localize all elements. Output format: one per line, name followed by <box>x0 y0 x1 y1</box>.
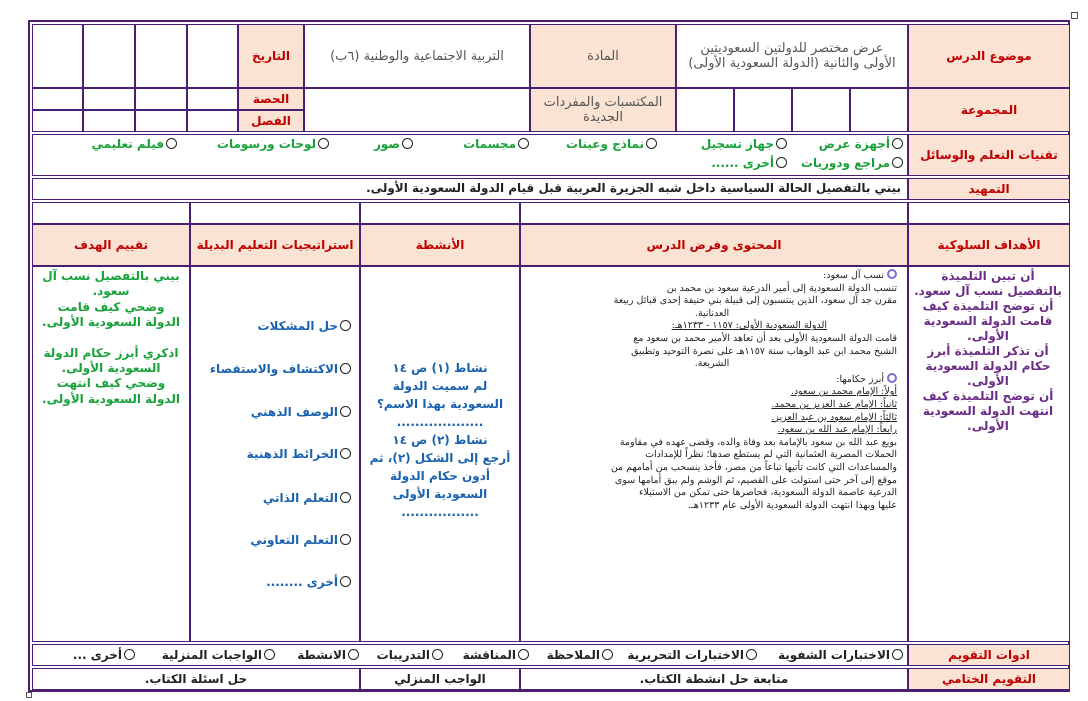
class-label: الفصل <box>238 110 304 132</box>
group-label: المجموعة <box>908 88 1070 132</box>
activity-line: ................. <box>401 505 479 519</box>
assessment-options <box>32 644 908 666</box>
activities-header: الأنشطة <box>360 224 520 266</box>
activity-line: نشاط (٢) ص ١٤ <box>392 433 488 447</box>
new-terms-label: المكتسبات والمفردات الجديدة <box>530 88 676 132</box>
strategy-option[interactable]: الاكتشاف والاستقصاء <box>210 362 351 376</box>
period-cell[interactable] <box>187 88 238 110</box>
content-line: والمساعدات التي كانت تأتيها تباعاً من مصر، فأخذ ينسحب من أمامهم من <box>610 461 897 473</box>
date-label: التاريخ <box>238 24 304 88</box>
tool-option[interactable]: نماذج وعينات <box>566 137 657 151</box>
evaluation-header: تقييم الهدف <box>32 224 190 266</box>
tool-option[interactable]: صور <box>374 137 413 151</box>
objective-line: أن توضح التلميذة كيف <box>922 299 1054 313</box>
content-line: الدرعية عاصمة الدولة السعودية، فحاصرها حتى تمكن من الاستيلاء <box>639 487 897 499</box>
assessment-label: ادوات التقويم <box>908 644 1070 666</box>
assessment-option[interactable]: المناقشة <box>463 648 529 662</box>
tool-option[interactable]: أخرى ...... <box>711 156 787 170</box>
assessment-option[interactable]: الاختبارات التحريرية <box>627 648 757 662</box>
radio-icon[interactable] <box>166 138 177 149</box>
date-cell[interactable] <box>32 24 83 88</box>
period-cell[interactable] <box>32 88 83 110</box>
content-line: قامت الدولة السعودية الأولى بعد أن تعاهد الأمير محمد بن سعود مع <box>633 332 897 344</box>
radio-icon[interactable] <box>602 649 613 660</box>
radio-icon[interactable] <box>348 649 359 660</box>
objective-line: حكام الدولة السعودية <box>925 359 1051 373</box>
group-cell[interactable] <box>792 88 850 132</box>
radio-icon[interactable] <box>518 138 529 149</box>
period-cell[interactable] <box>83 88 135 110</box>
group-cell[interactable] <box>850 88 908 132</box>
strategy-option[interactable]: الخرائط الذهنية <box>247 447 351 461</box>
lesson-topic-label: موضوع الدرس <box>908 24 1070 88</box>
strategy-option[interactable]: أخرى ........ <box>266 575 351 589</box>
tool-option[interactable]: لوحات ورسومات <box>217 137 329 151</box>
evaluation-line: اذكري أبرز حكام الدولة <box>43 345 179 360</box>
radio-icon[interactable] <box>518 649 529 660</box>
strategy-option[interactable]: التعلم الذاتي <box>263 491 351 505</box>
strategy-option[interactable]: التعلم التعاوني <box>250 533 351 547</box>
objective-line: أن تبين التلميذة <box>941 269 1035 283</box>
group-cell[interactable] <box>734 88 792 132</box>
date-cell[interactable] <box>135 24 187 88</box>
evaluation-line: وضحي كيف قامت <box>57 299 165 314</box>
follow-up-text: متابعة حل انشطة الكتاب. <box>520 668 908 690</box>
activity-line: السعودية الأولى <box>392 487 488 501</box>
table-resize-handle-icon[interactable] <box>26 692 32 698</box>
class-cell[interactable] <box>83 110 135 132</box>
radio-icon[interactable] <box>746 649 757 660</box>
blank-cell[interactable] <box>908 202 1070 224</box>
objective-line: أن توضح التلميذة كيف <box>922 389 1054 403</box>
lesson-plan-table <box>28 20 1070 692</box>
strategy-option[interactable]: حل المشكلات <box>257 319 351 333</box>
content-line: الشريعة. <box>694 358 730 370</box>
class-cell[interactable] <box>135 110 187 132</box>
radio-icon[interactable] <box>340 534 351 545</box>
tool-option[interactable]: مراجع ودوريات <box>801 156 903 170</box>
tool-option[interactable]: جهاز تسجيل <box>701 137 787 151</box>
content-section-title: نسب آل سعود: <box>527 269 897 283</box>
tools-label: تقنيات التعلم والوسائل <box>908 134 1070 176</box>
objective-line: الأولى. <box>967 419 1009 433</box>
radio-icon[interactable] <box>646 138 657 149</box>
activity-line: أدون حكام الدولة <box>389 469 491 483</box>
tool-option[interactable]: فيلم تعليمي <box>91 137 177 151</box>
homework-value: حل اسئلة الكتاب. <box>32 668 360 690</box>
assessment-option[interactable]: الانشطة <box>297 648 359 662</box>
intro-label: التمهيد <box>908 178 1070 200</box>
subject-label: المادة <box>530 24 676 88</box>
subject-value: التربية الاجتماعية والوطنية (٦ب) <box>304 24 530 88</box>
strategies-header: استراتيجيات التعليم البديلة <box>190 224 360 266</box>
blank-cell[interactable] <box>32 202 190 224</box>
assessment-option[interactable]: التدريبات <box>377 648 443 662</box>
radio-icon[interactable] <box>318 138 329 149</box>
table-move-handle-icon[interactable] <box>1071 12 1078 19</box>
assessment-option[interactable]: أخرى ... <box>73 648 135 662</box>
radio-icon[interactable] <box>892 157 903 168</box>
objective-line: بالتفصيل نسب آل سعود. <box>914 284 1062 298</box>
radio-icon[interactable] <box>892 138 903 149</box>
content-cell <box>520 266 908 642</box>
content-line: بويع عبد الله بن سعود بالإمامة بعد وفاة والده، وقضى عهده في مقاومة <box>619 436 897 448</box>
blank-cell[interactable] <box>190 202 360 224</box>
blank-cell[interactable] <box>360 202 520 224</box>
final-assessment-label: التقويم الختامي <box>908 668 1070 690</box>
radio-icon[interactable] <box>776 157 787 168</box>
assessment-option[interactable]: الاختبارات الشفوية <box>778 648 903 662</box>
objective-line: الأولى. <box>967 374 1009 388</box>
radio-icon[interactable] <box>402 138 413 149</box>
radio-icon[interactable] <box>432 649 443 660</box>
class-cell[interactable] <box>32 110 83 132</box>
homework-label: الواجب المنزلي <box>360 668 520 690</box>
objective-line: انتهت الدولة السعودية <box>922 404 1054 418</box>
tools-options <box>32 134 908 176</box>
content-line: عليها وبهذا انتهت الدولة السعودية الأولى عام ١٢٣٣هـ. <box>688 499 897 511</box>
ruler-line: ثانياً: الإمام عبد العزيز بن محمد. <box>771 398 897 410</box>
ruler-line: رابعاً: الإمام عبد الله بن سعود. <box>777 424 897 436</box>
content-line: العدنانية. <box>694 307 730 319</box>
strategy-option[interactable]: الوصف الذهني <box>251 405 351 419</box>
activity-line: أرجع إلى الشكل (٢)، ثم <box>369 451 511 465</box>
content-line: تنسب الدولة السعودية إلى أمير الدرعية سعود بن محمد بن <box>666 282 897 294</box>
content-header: المحتوى وفرض الدرس <box>520 224 908 266</box>
assessment-option[interactable]: الواجبات المنزلية <box>162 648 275 662</box>
blank-cell[interactable] <box>520 202 908 224</box>
evaluation-line <box>33 331 189 346</box>
evaluation-line: الدولة السعودية الأولى. <box>42 391 180 406</box>
evaluation-line: بيني بالتفصيل نسب آل <box>42 269 180 283</box>
radio-icon[interactable] <box>892 649 903 660</box>
spiral-bullet-icon <box>887 373 897 383</box>
spiral-bullet-icon <box>887 269 897 279</box>
activity-line: نشاط (١) ص ١٤ <box>392 361 488 375</box>
activity-line: السعودية بهذا الاسم؟ <box>376 397 504 411</box>
period-label: الحصة <box>238 88 304 110</box>
activities-cell <box>360 266 520 642</box>
evaluation-line: السعودية الأولى. <box>61 361 161 376</box>
content-line: مقرن جد آل سعود، الذين ينتسبون إلى قبيلة بني حنيفة إحدى قبائل ربيعة <box>613 295 897 307</box>
date-cell[interactable] <box>187 24 238 88</box>
radio-icon[interactable] <box>776 138 787 149</box>
objective-line: الأولى. <box>967 329 1009 343</box>
objective-line: قامت الدولة السعودية <box>923 314 1053 328</box>
ruler-line: أولاً: الإمام محمد بن سعود. <box>790 386 897 398</box>
evaluation-line: الدولة السعودية الأولى. <box>42 315 180 330</box>
tool-option[interactable]: أجهزة عرض <box>819 137 903 151</box>
tool-option[interactable]: مجسمات <box>463 137 529 151</box>
objective-line: أن تذكر التلميذة أبرز <box>927 344 1049 358</box>
new-terms-value[interactable] <box>304 88 530 132</box>
evaluation-line: وضحي كيف انتهت <box>56 376 166 391</box>
activity-line: ................... <box>396 415 484 429</box>
content-section-title: أبرز حكامها: <box>527 373 897 387</box>
period-cell[interactable] <box>135 88 187 110</box>
radio-icon[interactable] <box>340 320 351 331</box>
radio-icon[interactable] <box>340 576 351 587</box>
radio-icon[interactable] <box>340 492 351 503</box>
objectives-cell <box>908 266 1070 642</box>
assessment-option[interactable]: الملاحظة <box>547 648 613 662</box>
evaluation-cell <box>32 266 190 642</box>
class-cell[interactable] <box>187 110 238 132</box>
objectives-header: الأهداف السلوكية <box>908 224 1070 266</box>
content-line: الشيخ محمد ابن عبد الوهاب سنة ١١٥٧هـ على نصرة التوحيد وتطبيق <box>631 345 897 357</box>
intro-text: بيني بالتفصيل الحالة السياسية داخل شبه الجزيرة العربية قبل قيام الدولة السعودية الأولى. <box>32 178 908 200</box>
strategies-cell <box>190 266 360 642</box>
group-cell[interactable] <box>676 88 734 132</box>
activity-line: لم سميت الدولة <box>392 379 488 393</box>
radio-icon[interactable] <box>264 649 275 660</box>
evaluation-line: سعود. <box>92 284 130 299</box>
date-cell[interactable] <box>83 24 135 88</box>
radio-icon[interactable] <box>340 448 351 459</box>
lesson-topic-value: عرض مختصر للدولتين السعوديتين الأولى والثانية (الدولة السعودية الأولى) <box>676 24 908 88</box>
radio-icon[interactable] <box>340 363 351 374</box>
content-line: الحملات المصرية العثمانية التي لم يستطع صدها؛ نظراً للإمدادات <box>645 449 897 461</box>
radio-icon[interactable] <box>124 649 135 660</box>
content-line: موقع إلى آخر حتى استولت على القصيم، ثم الوشم ولم يبق أمامها سوى <box>614 474 897 486</box>
radio-icon[interactable] <box>340 406 351 417</box>
ruler-line: ثالثاً: الإمام سعود بن عبد العزيز. <box>771 411 897 423</box>
content-section-title: الدولة السعودية الأولى: ١١٥٧ - ١٢٣٣هـ: <box>671 320 827 332</box>
